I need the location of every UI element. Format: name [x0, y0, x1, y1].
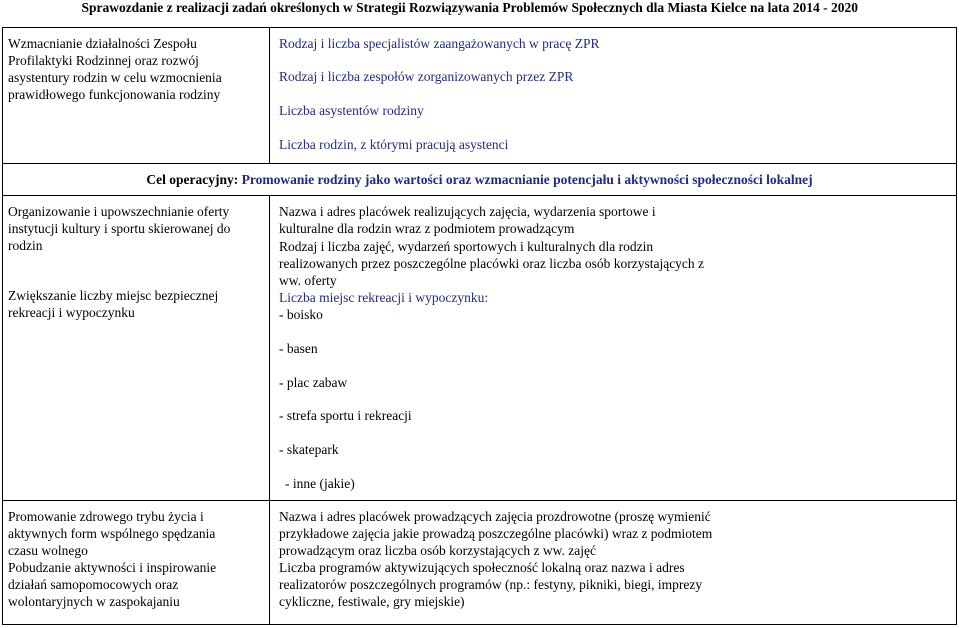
- facility-item-plac-zabaw: - plac zabaw: [279, 375, 348, 390]
- middle-left-b: Zwiększanie liczby miejsc bezpiecznej rekreacji i wypoczynku: [8, 288, 219, 320]
- table-border-left-top: [2, 27, 3, 164]
- operational-goal: [0, 171, 959, 188]
- bottom-right-b: Liczba programów aktywizujących społeczność lokalną oraz nazwa i adres realizatorów poszczególnych programów (np.: festyny, pikniki, biegi, imprezy cykliczne, festiwale, gry miejskie): [279, 560, 703, 609]
- row-divider-goal-bottom: [2, 195, 957, 196]
- bottom-right-a: Nazwa i adres placówek prowadzących zajęcia prozdrowotne (proszę wymienić przykładowe zajęcia jakie prowadzą poszczególne placówki) wraz z podmiotem prowadzącym oraz liczba osób korzystających z ww. zajęć: [279, 509, 713, 558]
- table-border-top: [2, 27, 957, 28]
- bottom-left-a: Promowanie zdrowego trybu życia i aktywnych form wspólnego spędzania czasu wolnego: [8, 509, 216, 558]
- top-right-item-2: Rodzaj i liczba zespołów zorganizowanych przez ZPR: [279, 69, 574, 84]
- top-right-item-3: Liczba asystentów rodziny: [279, 103, 424, 118]
- table-border-right-top: [956, 27, 957, 164]
- facility-item-skatepark: - skatepark: [279, 442, 339, 457]
- column-divider-middle: [269, 195, 270, 501]
- table-border-bottom: [2, 624, 957, 625]
- facility-item-basen: - basen: [279, 341, 318, 356]
- bottom-left-b: Pobudzanie aktywności i inspirowanie działań samopomocowych oraz wolontaryjnych w zaspokajaniu: [8, 560, 217, 609]
- top-right-item-4: Liczba rodzin, z którymi pracują asystenci: [279, 137, 509, 152]
- row-divider-bottom-top: [2, 500, 957, 501]
- row-divider-goal-top: [2, 163, 957, 164]
- table-border-right-bottom: [956, 500, 957, 625]
- page-header: Sprawozdanie z realizacji zadań określonych w Strategii Rozwiązywania Problemów Społecznych dla Miasta Kielce na lata 2014 - 2020: [81, 0, 858, 15]
- top-right-item-1: Rodzaj i liczba specjalistów zaangażowanych w pracę ZPR: [279, 36, 600, 51]
- table-border-left-middle: [2, 195, 3, 501]
- operational-goal-text: Promowanie rodziny jako wartości oraz wzmacnianie potencjału i aktywności społeczności lokalnej: [241, 172, 813, 187]
- middle-right-c: Liczba miejsc rekreacji i wypoczynku:: [279, 290, 489, 305]
- facility-item-inne: - inne (jakie): [285, 476, 355, 491]
- table-border-right-middle: [956, 195, 957, 501]
- middle-right-b: Rodzaj i liczba zajęć, wydarzeń sportowych i kulturalnych dla rodzin realizowanych przez poszczególne placówki oraz liczba osób korzystających z ww. oferty: [279, 239, 705, 288]
- facility-item-boisko: - boisko: [279, 307, 323, 322]
- column-divider-bottom: [269, 500, 270, 625]
- top-left-cell: Wzmacnianie działalności Zespołu Profilaktyki Rodzinnej oraz rozwój asystentury rodzin w celu wzmocnienia prawidłowego funkcjonowania rodziny: [8, 36, 222, 102]
- table-border-left-bottom: [2, 500, 3, 625]
- middle-right-a: Nazwa i adres placówek realizujących zajęcia, wydarzenia sportowe i kulturalne dla rodzin wraz z podmiotem prowadzącym: [279, 204, 656, 236]
- facility-item-strefa-sportu: - strefa sportu i rekreacji: [279, 408, 412, 423]
- column-divider-top: [269, 27, 270, 164]
- operational-goal-label: Cel operacyjny:: [146, 172, 239, 187]
- middle-left-a: Organizowanie i upowszechnianie oferty instytucji kultury i sportu skierowanej do rodzin: [8, 204, 231, 253]
